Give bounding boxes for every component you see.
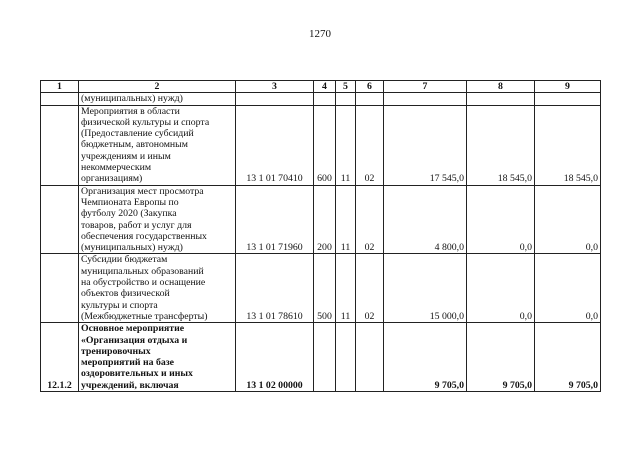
description-line: футболу 2020 (Закупка <box>81 208 177 220</box>
description-line: Основное мероприятие <box>81 323 185 335</box>
description-line: Чемпионата Европы по <box>81 196 179 208</box>
row-col6: 02 <box>356 105 384 185</box>
description-line: учреждениям и иным <box>81 150 171 162</box>
row-description <box>79 323 236 392</box>
row-col4: 600 <box>314 105 336 185</box>
col-header-2: 2 <box>79 81 236 93</box>
description-line: Субсидии бюджетам <box>81 254 168 266</box>
col-header-6: 6 <box>356 81 384 93</box>
table-row <box>41 185 601 254</box>
row-value-7: 15 000,0 <box>384 254 467 323</box>
row-description <box>79 185 236 254</box>
row-value-9: 0,0 <box>535 185 601 254</box>
row-value-7: 17 545,0 <box>384 105 467 185</box>
col-header-5: 5 <box>336 81 356 93</box>
description-line: объектов физической <box>81 288 170 300</box>
continuation-num <box>41 93 79 105</box>
description-line: муниципальных образований <box>81 265 204 277</box>
col-header-3: 3 <box>236 81 314 93</box>
row-col5 <box>336 323 356 392</box>
description-line: физической культуры и спорта <box>81 116 210 128</box>
page-number: 1270 <box>309 28 331 40</box>
row-col4: 200 <box>314 185 336 254</box>
description-line: на обустройство и оснащение <box>81 277 206 289</box>
continuation-desc: (муниципальных) нужд) <box>79 93 236 105</box>
description-line: культуры и спорта <box>81 299 158 311</box>
description-line: учреждений, включая <box>81 379 179 391</box>
row-value-8: 0,0 <box>467 254 535 323</box>
description-line: Мероприятия в области <box>81 105 180 117</box>
description-line: (муниципальных) нужд) <box>81 242 183 254</box>
row-value-8: 18 545,0 <box>467 105 535 185</box>
row-code: 13 1 01 70410 <box>236 105 314 185</box>
row-code: 13 1 01 71960 <box>236 185 314 254</box>
description-line: (Предоставление субсидий <box>81 128 194 140</box>
row-description <box>79 105 236 185</box>
row-code: 13 1 02 00000 <box>236 323 314 392</box>
description-line: «Организация отдыха и <box>81 334 188 346</box>
col-header-8: 8 <box>467 81 535 93</box>
description-line: обеспечения государственных <box>81 230 207 242</box>
row-col6: 02 <box>356 185 384 254</box>
continuation-row <box>41 93 601 105</box>
row-code: 13 1 01 78610 <box>236 254 314 323</box>
col-header-1: 1 <box>41 81 79 93</box>
row-col6: 02 <box>356 254 384 323</box>
description-line: товаров, работ и услуг для <box>81 219 192 231</box>
description-line: тренировочных <box>81 345 151 357</box>
description-line: некоммерческим <box>81 162 152 174</box>
row-description <box>79 254 236 323</box>
description-line: мероприятий на базе <box>81 357 175 369</box>
row-number <box>41 105 79 185</box>
row-value-7: 9 705,0 <box>384 323 467 392</box>
row-value-9: 9 705,0 <box>535 323 601 392</box>
row-value-9: 18 545,0 <box>535 105 601 185</box>
description-line: оздоровительных и иных <box>81 368 193 380</box>
row-value-9: 0,0 <box>535 254 601 323</box>
row-number: 12.1.2 <box>41 323 79 392</box>
row-col4 <box>314 323 336 392</box>
row-value-7: 4 800,0 <box>384 185 467 254</box>
row-col6 <box>356 323 384 392</box>
budget-table <box>40 80 601 392</box>
row-number <box>41 185 79 254</box>
description-line: бюджетным, автономным <box>81 139 188 151</box>
col-header-7: 7 <box>384 81 467 93</box>
table-row <box>41 105 601 185</box>
description-line: (Межбюджетные трансферты) <box>81 310 208 322</box>
row-col5: 11 <box>336 185 356 254</box>
row-col4: 500 <box>314 254 336 323</box>
description-line: организациям) <box>81 173 143 185</box>
row-col5: 11 <box>336 254 356 323</box>
description-line: Организация мест просмотра <box>81 185 204 197</box>
row-value-8: 0,0 <box>467 185 535 254</box>
col-header-9: 9 <box>535 81 601 93</box>
row-value-8: 9 705,0 <box>467 323 535 392</box>
col-header-4: 4 <box>314 81 336 93</box>
table-row <box>41 254 601 323</box>
row-number <box>41 254 79 323</box>
table-row <box>41 323 601 392</box>
header-row <box>41 81 601 93</box>
row-col5: 11 <box>336 105 356 185</box>
